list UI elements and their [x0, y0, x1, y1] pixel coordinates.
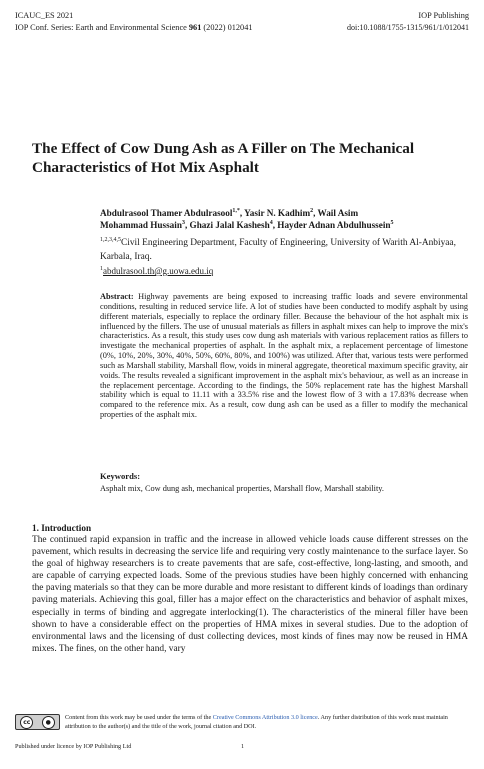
author-sup: 4	[269, 219, 273, 226]
author-sup: 1,*	[232, 207, 240, 214]
license-text	[65, 714, 475, 731]
email-link[interactable]: abdulrasool.th@g.uowa.edu.iq	[103, 266, 214, 276]
keywords-label: Keywords:	[100, 471, 141, 481]
abstract	[100, 292, 468, 420]
affiliation	[100, 236, 470, 264]
journal-citation	[15, 23, 253, 33]
author-sup: 3	[181, 219, 185, 226]
author-line-2	[100, 219, 465, 231]
section-body: The continued rapid expansion in traffic and the increase in allowed vehicle loads cause different stresses on the pavement, which results in decreasing the service life and requiring very costly maintenance to the surface layer. So the goal of highway researchers is to create pavements that are safe, cost-effective, long-lasting, and smooth, and are capable of carrying expected loads. Some of the previous studies have been highly concerned with enhancing the paving materials so that they can be more durable and more resistant to different kinds of loadings than ordinary paving materials. Achieving this goal, filler has a major effect on the characteristics and behavior of asphalt mixes, especially in terms of binding and aggregate interlocking(1). The characteristics of the mineral filler have been shown to have a considerable effect on the properties of HMA mixes in several studies. Due to the adoption of environmental laws and the licensing of dust collecting devices, most kinds of fines may now be reused in HMA mixes. The fines, on the other hand, vary	[32, 535, 468, 654]
abstract-text: Highway pavements are being exposed to increasing traffic loads and severe environmental conditions, resulting in reduced service life. A lot of studies have been conducted to modify asphalt by using different materials, especially to replace the ordinary filler. Because the behaviour of the hot asphalt mix is influenced by the fillers. The use of unusual materials as fillers in asphalt mixes can help to improve the mix's characteristics. As a result, this study uses cow dung ash materials with various replacement ratios as fillers to investigate the mechanical properties of asphalt. In the asphalt mix, a replacement percentage of limestone (0%, 10%, 20%, 30%, 40%, 50%, 60%, 80%, and 100%) was utilized. After that, various tests were performed such as Marshall stability, Marshall flow, voids in mineral aggregate, theoretical maximum specific gravity, air voids. The results revealed a significant improvement in the asphalt mix's behaviour, as well as an increase in the replacement percentage. According to the findings, the 50% replacement rate has the highest Marshall stability which is equal to 11.11 with a 33.5% rise and the lowest flow of 3 with a 17.83% decrease when compared to the reference mix. As a result, cow dung ash can be used as a filler to modify the mechanical properties of the asphalt mix.	[100, 292, 468, 420]
keywords-text: Asphalt mix, Cow dung ash, mechanical properties, Marshall flow, Marshall stability.	[100, 484, 384, 493]
journal-series: IOP Conf. Series: Earth and Environmental Science	[15, 23, 187, 32]
publisher-name: IOP Publishing	[418, 11, 469, 20]
author-sup: 2	[310, 207, 314, 214]
journal-volume: 961	[188, 23, 202, 32]
author-line-1	[100, 207, 465, 219]
author-sup: 5	[390, 219, 394, 226]
email-sup: 1	[100, 266, 103, 272]
journal-issue: (2022) 012041	[203, 23, 253, 32]
license-post: . Any further distribution of this work must maintain attribution to the author(s) and the title of the work, journal citation and DOI.	[65, 714, 448, 730]
paper-title: The Effect of Cow Dung Ash as A Filler on The Mechanical Characteristics of Hot Mix Asphalt	[32, 140, 415, 176]
author-name: , Ghazi Jalal Kashesh	[184, 220, 270, 230]
attribution-icon: ●	[42, 716, 55, 729]
affiliation-text: Civil Engineering Department, Faculty of Engineering, University of Warith Al-Anbiyaa, Karbala, Iraq.	[100, 238, 456, 262]
author-name: Abdulrasool Thamer Abdulrasool	[100, 208, 233, 218]
author-name: , Hayder Adnan Abdulhussein	[272, 220, 391, 230]
cc-license-badge[interactable]	[15, 714, 60, 730]
doi: doi:10.1088/1755-1315/961/1/012041	[347, 23, 469, 32]
author-name: , Yasir N. Kadhim	[239, 208, 311, 218]
conference-name: ICAUC_ES 2021	[15, 11, 74, 20]
section-heading: 1. Introduction	[32, 523, 92, 533]
license-link[interactable]: Creative Commons Attribution 3.0 licence	[212, 714, 318, 721]
affiliation-sup: 1,2,3,4,5	[100, 236, 121, 243]
corresponding-email	[100, 266, 470, 277]
cc-icon: cc	[20, 716, 33, 729]
publisher-line: Published under licence by IOP Publishing Ltd	[15, 743, 132, 750]
license-pre: Content from this work may be used under the terms of the	[65, 714, 213, 721]
author-name: , Wail Asim	[313, 208, 359, 218]
author-name: Mohammad Hussain	[100, 220, 182, 230]
author-list	[100, 207, 465, 231]
abstract-label: Abstract:	[100, 292, 134, 301]
page-number: 1	[241, 743, 245, 750]
